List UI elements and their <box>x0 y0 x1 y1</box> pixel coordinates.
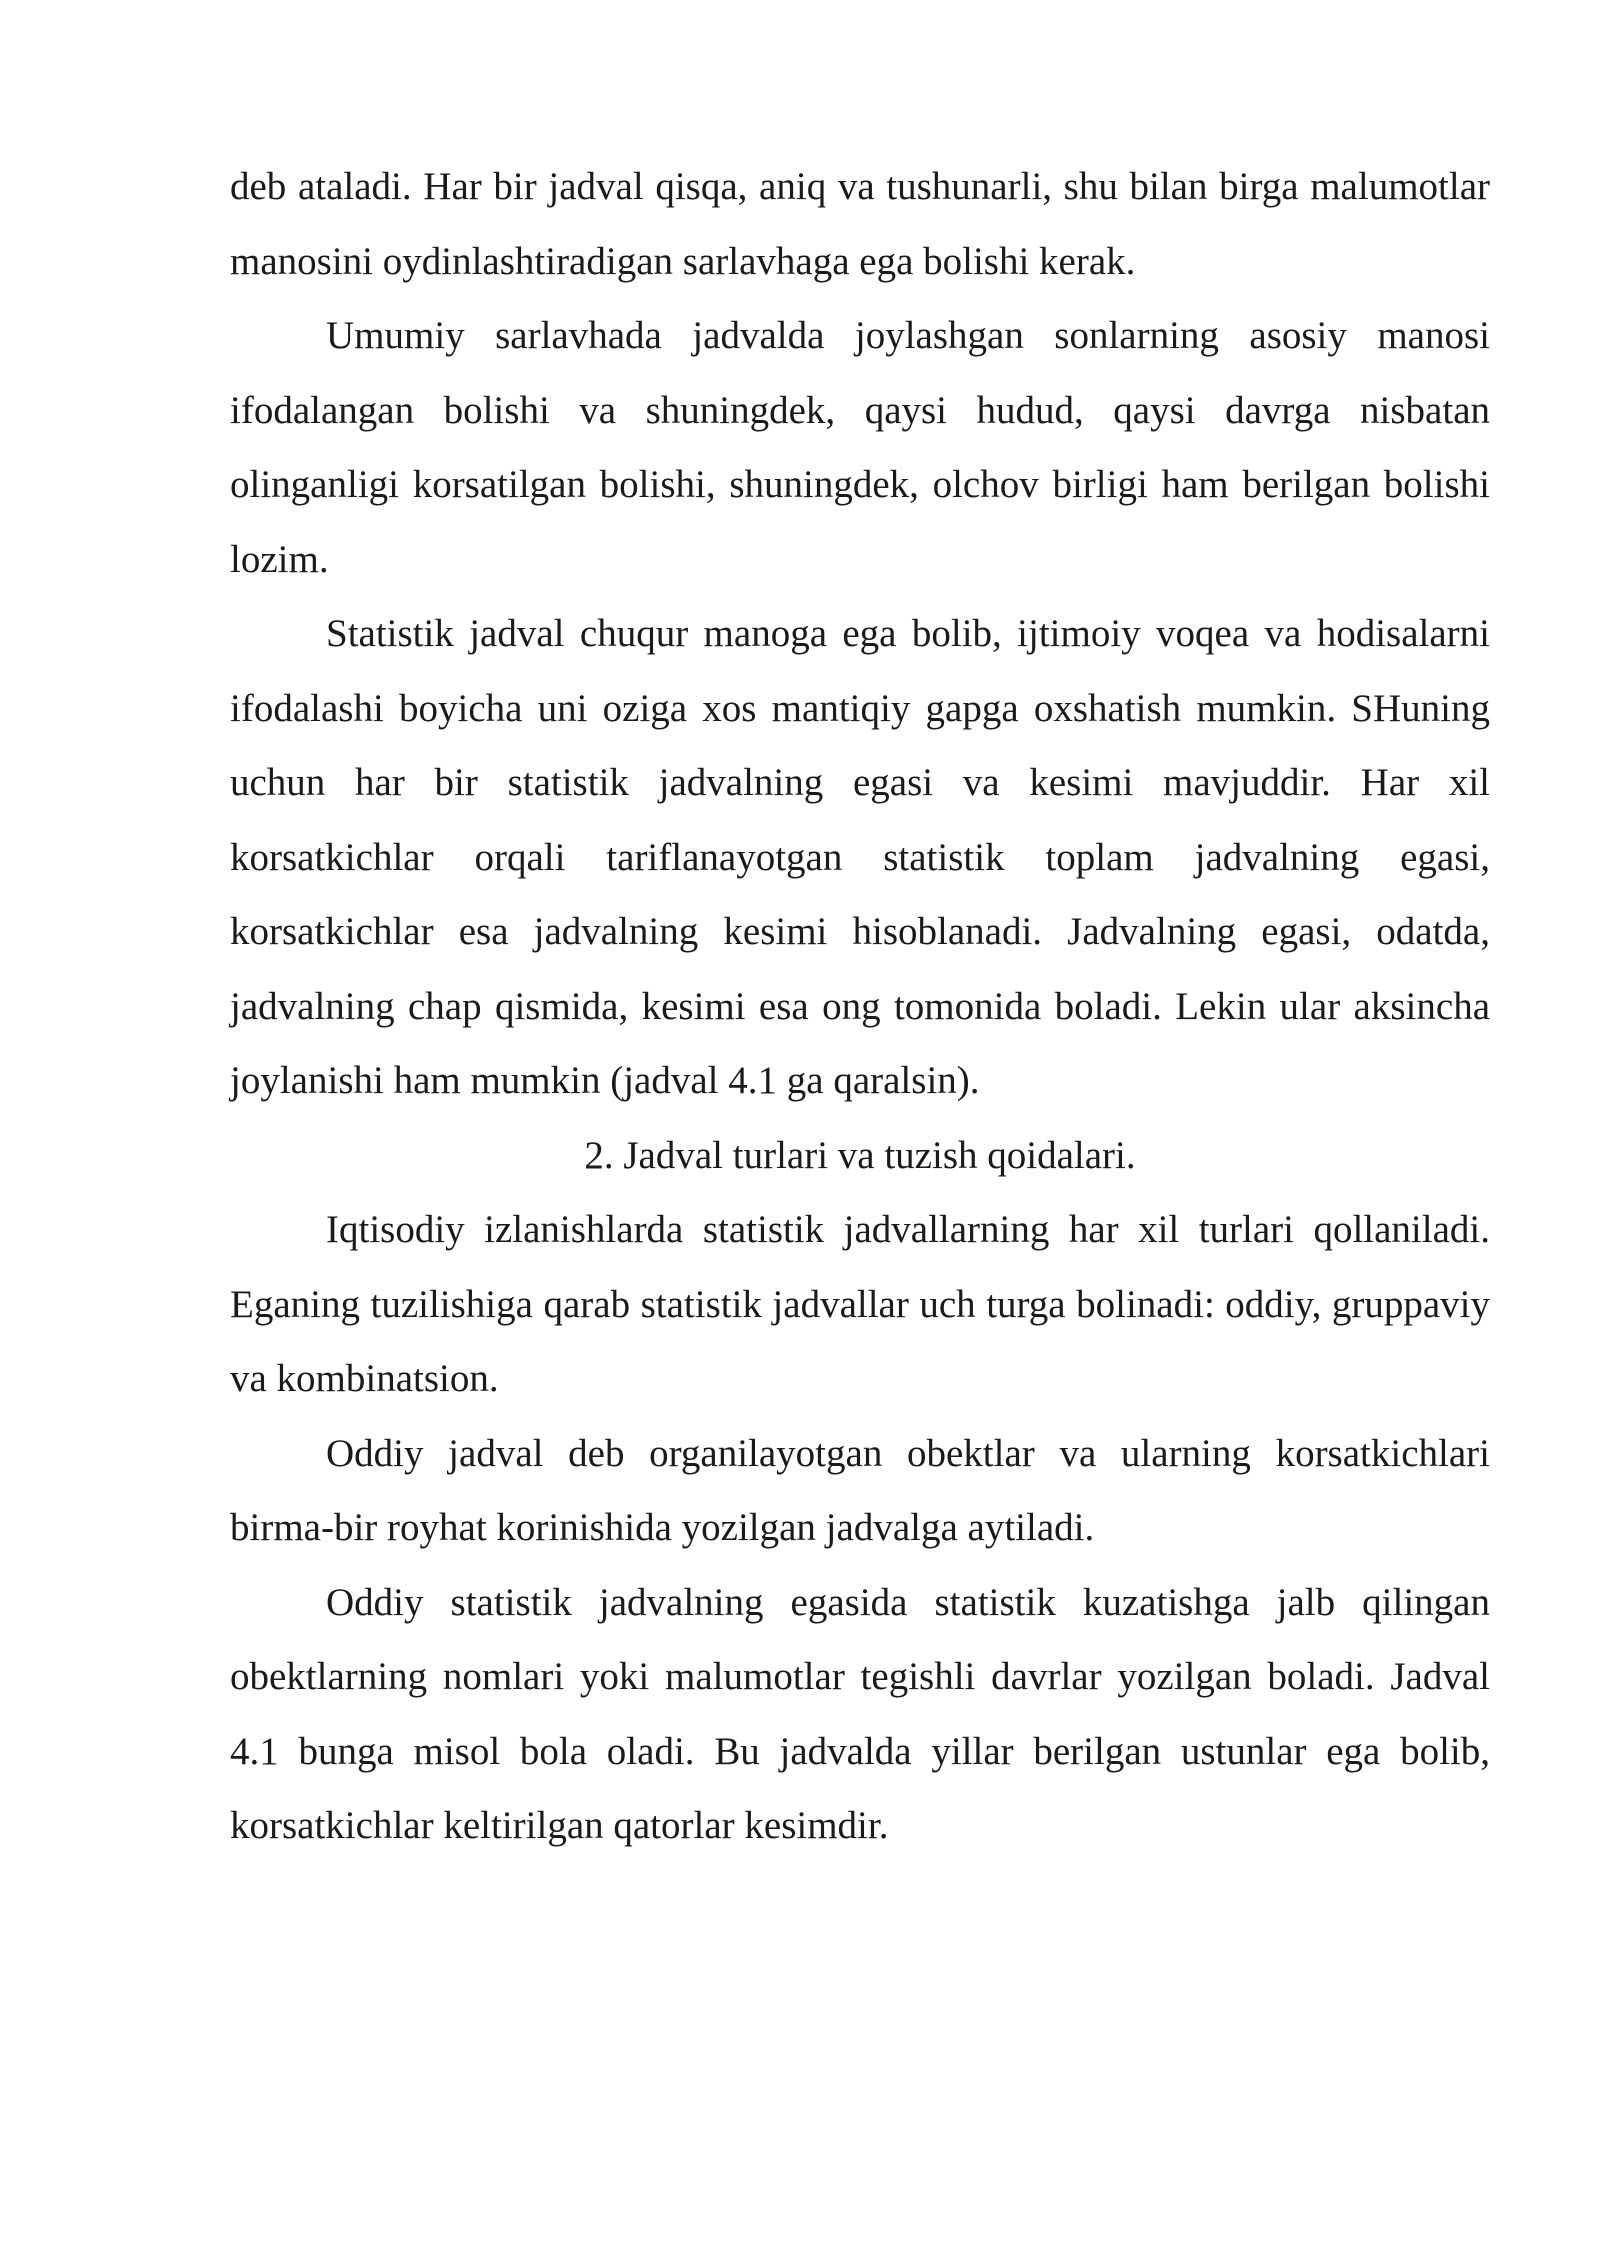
document-page <box>230 150 1490 1864</box>
paragraph-simple-table-subject: Oddiy statistik jadvalning egasida statistik kuzatishga jalb qilingan obektlarning nomlari yoki malumotlar tegishli davrlar yozilgan boladi. Jadval 4.1 bunga misol bola oladi. Bu jadvalda yillar berilgan ustunlar ega bolib, korsatkichlar keltirilgan qatorlar kesimdir. <box>230 1580 1490 1847</box>
section-heading: 2. Jadval turlari va tuzish qoidalari. <box>584 1133 1136 1177</box>
paragraph-simple-table: Oddiy jadval deb organilayotgan obektlar va ularning korsatkichlari birma-bir royhat korinishida yozilgan jadvalga aytiladi. <box>230 1431 1490 1549</box>
paragraph-general-heading: Umumiy sarlavhada jadvalda joylashgan sonlarning asosiy manosi ifodalangan bolishi va shuningdek, qaysi hudud, qaysi davrga nisbatan olinganligi korsatilgan bolishi, shuningdek, olchov birligi ham berilgan bolishi lozim. <box>230 314 1490 581</box>
paragraph-continuation: deb ataladi. Har bir jadval qisqa, aniq va tushunarli, shu bilan birga malumotlar manosini oydinlashtiradigan sarlavhaga ega bolishi kerak. <box>230 165 1490 283</box>
paragraph-statistical-table: Statistik jadval chuqur manoga ega bolib, ijtimoiy voqea va hodisalarni ifodalashi boyicha uni oziga xos mantiqiy gapga oxshatish mumkin. SHuning uchun har bir statistik jadvalning egasi va kesimi mavjuddir. Har xil korsatkichlar orqali tariflanayotgan statistik toplam jadvalning egasi, korsatkichlar esa jadvalning kesimi hisoblanadi. Jadvalning egasi, odatda, jadvalning chap qismida, kesimi esa ong tomonida boladi. Lekin ular aksincha joylanishi ham mumkin (jadval 4.1 ga qaralsin). <box>230 612 1490 1102</box>
paragraph-table-types: Iqtisodiy izlanishlarda statistik jadvallarning har xil turlari qollaniladi. Eganing tuzilishiga qarab statistik jadvallar uch turga bolinadi: oddiy, gruppaviy va kombinatsion. <box>230 1208 1490 1400</box>
